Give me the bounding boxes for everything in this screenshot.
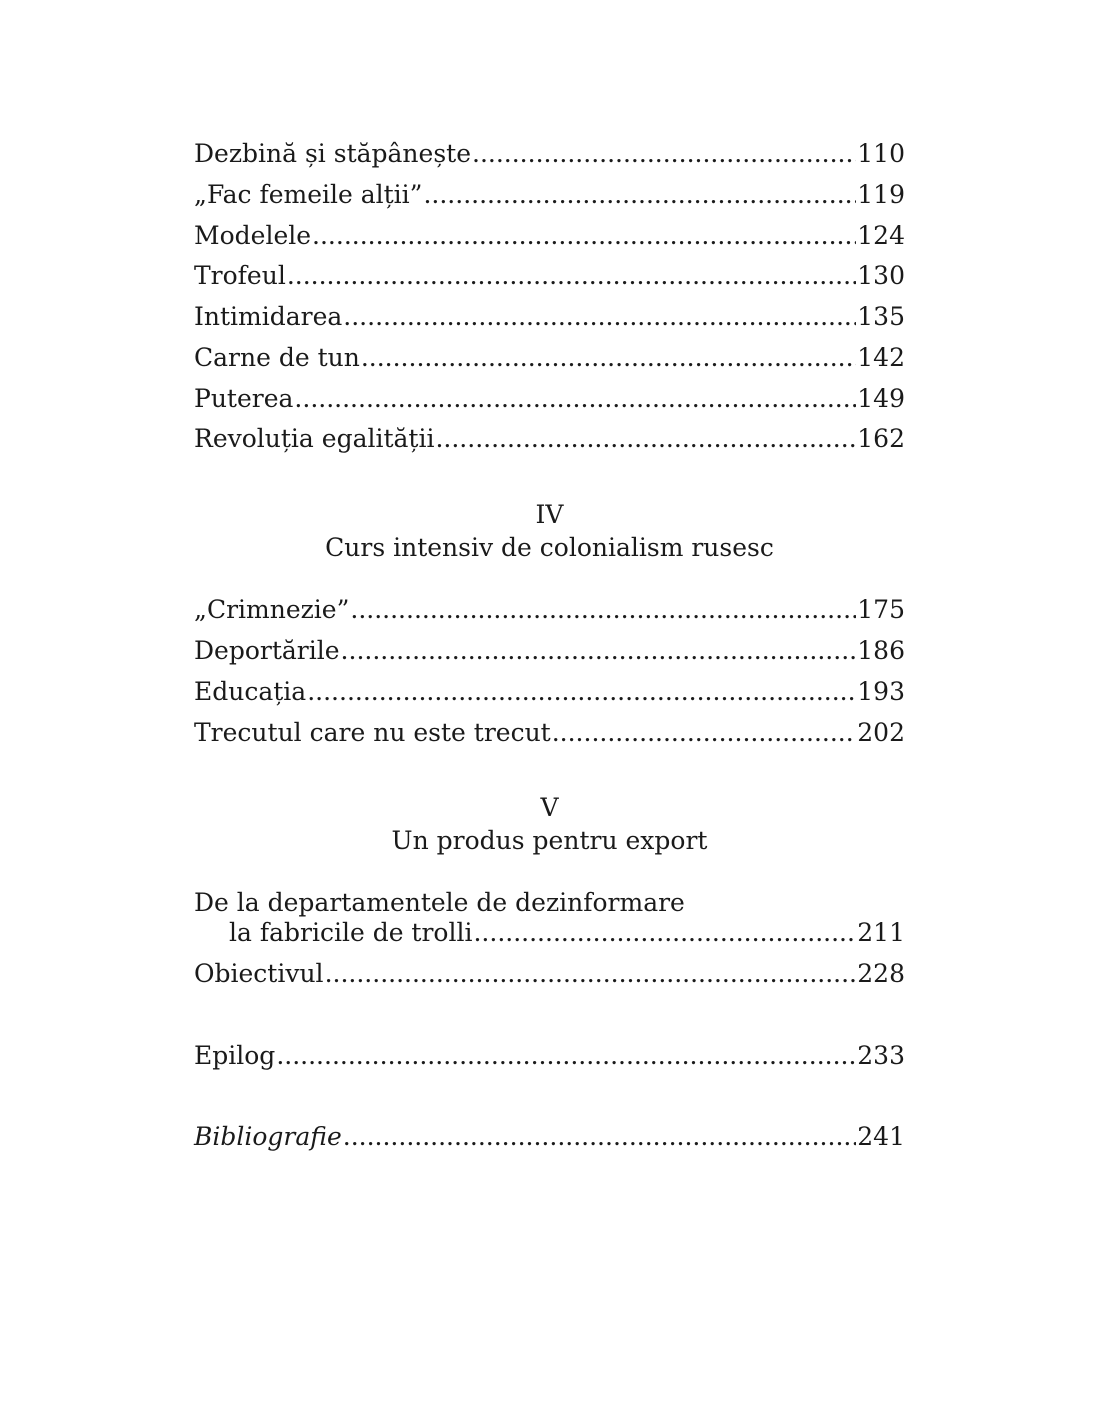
section-heading	[194, 500, 905, 563]
toc-entry-page: 241	[857, 1122, 905, 1151]
toc-entry-title: Obiectivul	[194, 959, 324, 988]
dot-leader	[307, 677, 856, 707]
toc-entry-page: 228	[857, 959, 905, 988]
toc-entry[interactable]	[194, 343, 905, 373]
toc-entry-page: 130	[857, 261, 905, 290]
toc-entry-page: 175	[857, 595, 905, 624]
toc-entry[interactable]	[194, 384, 905, 414]
toc-entry-page: 124	[857, 221, 905, 250]
toc-entry-page: 233	[857, 1041, 905, 1070]
dot-leader	[350, 595, 856, 625]
toc-entry-title-line: De la departamentele de dezinformare	[194, 888, 685, 917]
toc-entry-page: 202	[857, 718, 905, 747]
section-heading	[194, 793, 905, 856]
toc-entry-title: Educația	[194, 677, 307, 706]
dot-leader	[341, 636, 857, 666]
toc-entry-title: Carne de tun	[194, 343, 360, 372]
toc-entry-title: Trofeul	[194, 261, 286, 290]
toc-entry-page: 186	[857, 636, 905, 665]
toc-entry[interactable]	[194, 636, 905, 666]
toc-entry-title: Revoluția egalității	[194, 424, 435, 453]
toc-entry[interactable]	[194, 180, 905, 210]
toc-entry-page: 135	[857, 302, 905, 331]
dot-leader	[343, 302, 856, 332]
toc-entry-title: Intimidarea	[194, 302, 343, 331]
toc-entry[interactable]	[194, 139, 905, 169]
dot-leader	[472, 139, 856, 169]
toc-entry-title: Dezbină și stăpânește	[194, 139, 471, 168]
toc-entry-title: Deportările	[194, 636, 340, 665]
dot-leader	[312, 221, 856, 251]
dot-leader	[325, 959, 857, 989]
toc-entry-title: „Crimnezie”	[194, 595, 350, 624]
toc-entry[interactable]	[194, 302, 905, 332]
toc-entry-page: 119	[857, 180, 905, 209]
dot-leader	[343, 1122, 857, 1152]
toc-entry[interactable]	[194, 959, 905, 989]
toc-entry[interactable]	[194, 595, 905, 625]
toc-entry[interactable]	[194, 918, 905, 948]
toc-entry-title: Epilog	[194, 1041, 276, 1070]
dot-leader	[276, 1041, 856, 1071]
toc-entry-title: Trecutul care nu este trecut	[194, 718, 551, 747]
dot-leader	[435, 424, 856, 454]
dot-leader	[294, 384, 856, 414]
dot-leader	[473, 918, 856, 948]
dot-leader	[423, 180, 856, 210]
toc-entry[interactable]	[194, 221, 905, 251]
section-numeral: V	[540, 793, 559, 822]
toc-entry[interactable]	[194, 261, 905, 291]
dot-leader	[361, 343, 856, 373]
toc-entry[interactable]	[194, 424, 905, 454]
toc-entry-title: Modelele	[194, 221, 312, 250]
section-numeral: IV	[535, 500, 564, 529]
section-title: Un produs pentru export	[391, 826, 708, 855]
toc-entry-page: 162	[857, 424, 905, 453]
toc-entry-title: la fabricile de trolli	[229, 918, 473, 947]
toc-entry-bibliography[interactable]	[194, 1122, 905, 1152]
toc-entry-epilog[interactable]	[194, 1041, 905, 1071]
toc-entry-title: Puterea	[194, 384, 294, 413]
toc-entry-page: 149	[857, 384, 905, 413]
toc-entry-title: „Fac femeile alții”	[194, 180, 423, 209]
toc-entry-page: 193	[857, 677, 905, 706]
toc-entry[interactable]	[194, 718, 905, 748]
dot-leader	[552, 718, 857, 748]
toc-entry-title: Bibliografie	[194, 1122, 342, 1151]
toc-entry-page: 142	[857, 343, 905, 372]
section-title: Curs intensiv de colonialism rusesc	[325, 533, 774, 562]
dot-leader	[287, 261, 856, 291]
toc-entry-page: 211	[857, 918, 905, 947]
toc-entry[interactable]	[194, 677, 905, 707]
toc-entry-page: 110	[857, 139, 905, 168]
